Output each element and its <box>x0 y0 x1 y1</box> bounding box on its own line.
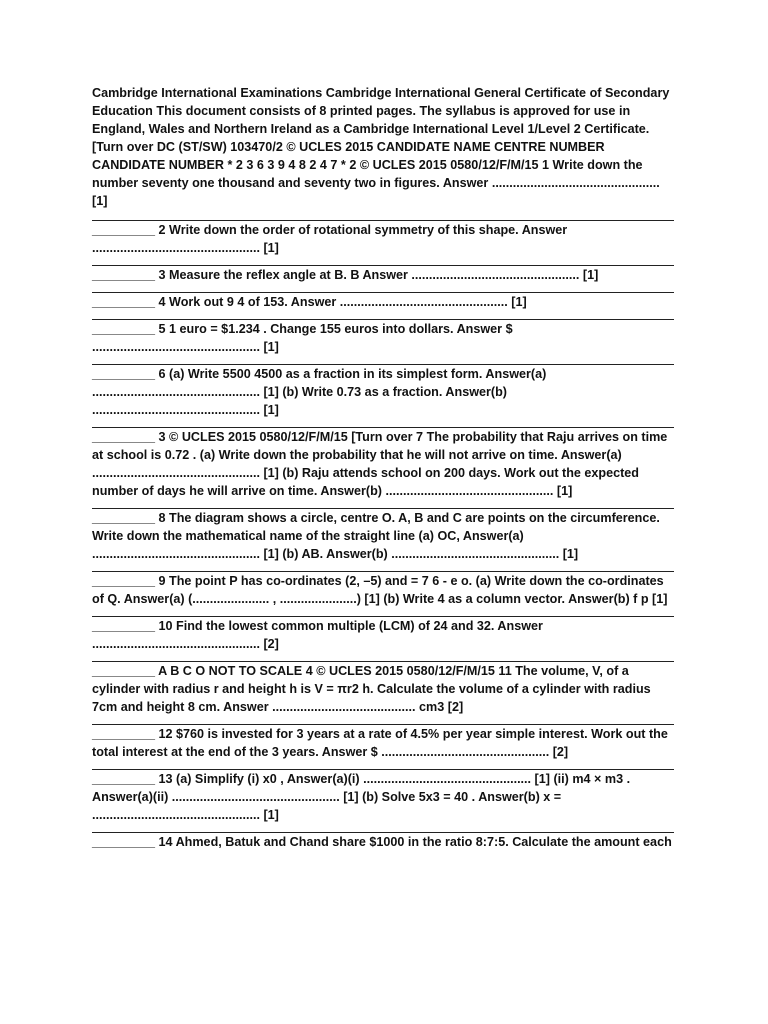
header-paragraph: Cambridge International Examinations Cambridge International General Certificate of Secondary Education This document consists of 8 printed pages. The syllabus is approved for use in England, Wales and Northern Ireland as a Cambridge International Level 1/Level 2 Certificate. [Turn over DC (ST/SW) 103470/2 © UCLES 2015 CANDIDATE NAME CENTRE NUMBER CANDIDATE NUMBER * 2 3 6 3 9 4 8 2 4 7 * 2 © UCLES 2015 0580/12/F/M/15 1 Write down the number seventy one thousand and seventy two in figures. Answer ................................................ [1] <box>92 86 670 208</box>
question-6: _________ 6 (a) Write 5500 4500 as a fraction in its simplest form. Answer(a) ................................................ [1] (b) Write 0.73 as a fraction. Answer(b) ................................................ [1] <box>92 367 547 417</box>
question-14: _________ 14 Ahmed, Batuk and Chand share $1000 in the ratio 8:7:5. Calculate the amount each <box>92 835 672 849</box>
question-13: _________ 13 (a) Simplify (i) x0 , Answer(a)(i) ................................................ [1] (ii) m4 × m3 . Answer(a)(ii) ................................................ [1] (b) Solve 5x3 = 40 . Answer(b) x = ................................................ [1] <box>92 772 631 822</box>
question-12: _________ 12 $760 is invested for 3 years at a rate of 4.5% per year simple interest. Work out the total interest at the end of the 3 years. Answer $ ................................................ [2] <box>92 727 668 759</box>
question-3: _________ 3 Measure the reflex angle at B. B Answer ................................................ [1] <box>92 268 599 282</box>
question-9: _________ 9 The point P has co-ordinates (2, –5) and = 7 6 - e o. (a) Write down the co-ordinates of Q. Answer(a) (...................... , ......................) [1] (b) Write 4 as a column vector. Answer(b) f p [1] <box>92 574 668 606</box>
question-7: _________ 3 © UCLES 2015 0580/12/F/M/15 [Turn over 7 The probability that Raju arrives on time at school is 0.72 . (a) Write down the probability that he will not arrive on time. Answer(a) ................................................ [1] (b) Raju attends school on 200 days. Work out the expected number of days he will arrive on time. Answer(b) ................................................ [1] <box>92 430 668 498</box>
question-11: _________ A B C O NOT TO SCALE 4 © UCLES 2015 0580/12/F/M/15 11 The volume, V, of a cylinder with radius r and height h is V = πr2 h. Calculate the volume of a cylinder with radius 7cm and height 8 cm. Answer ......................................... cm3 [2] <box>92 664 651 714</box>
question-10: _________ 10 Find the lowest common multiple (LCM) of 24 and 32. Answer ................................................ [2] <box>92 619 543 651</box>
question-5: _________ 5 1 euro = $1.234 . Change 155 euros into dollars. Answer $ ................................................ [1] <box>92 322 513 354</box>
question-2: _________ 2 Write down the order of rotational symmetry of this shape. Answer ................................................ [1] <box>92 223 568 255</box>
question-4: _________ 4 Work out 9 4 of 153. Answer ................................................ [1] <box>92 295 527 309</box>
question-8: _________ 8 The diagram shows a circle, centre O. A, B and C are points on the circumference. Write down the mathematical name of the straight line (a) OC, Answer(a) ................................................ [1] (b) AB. Answer(b) ................................................ [1] <box>92 511 660 561</box>
document-body <box>92 84 674 851</box>
